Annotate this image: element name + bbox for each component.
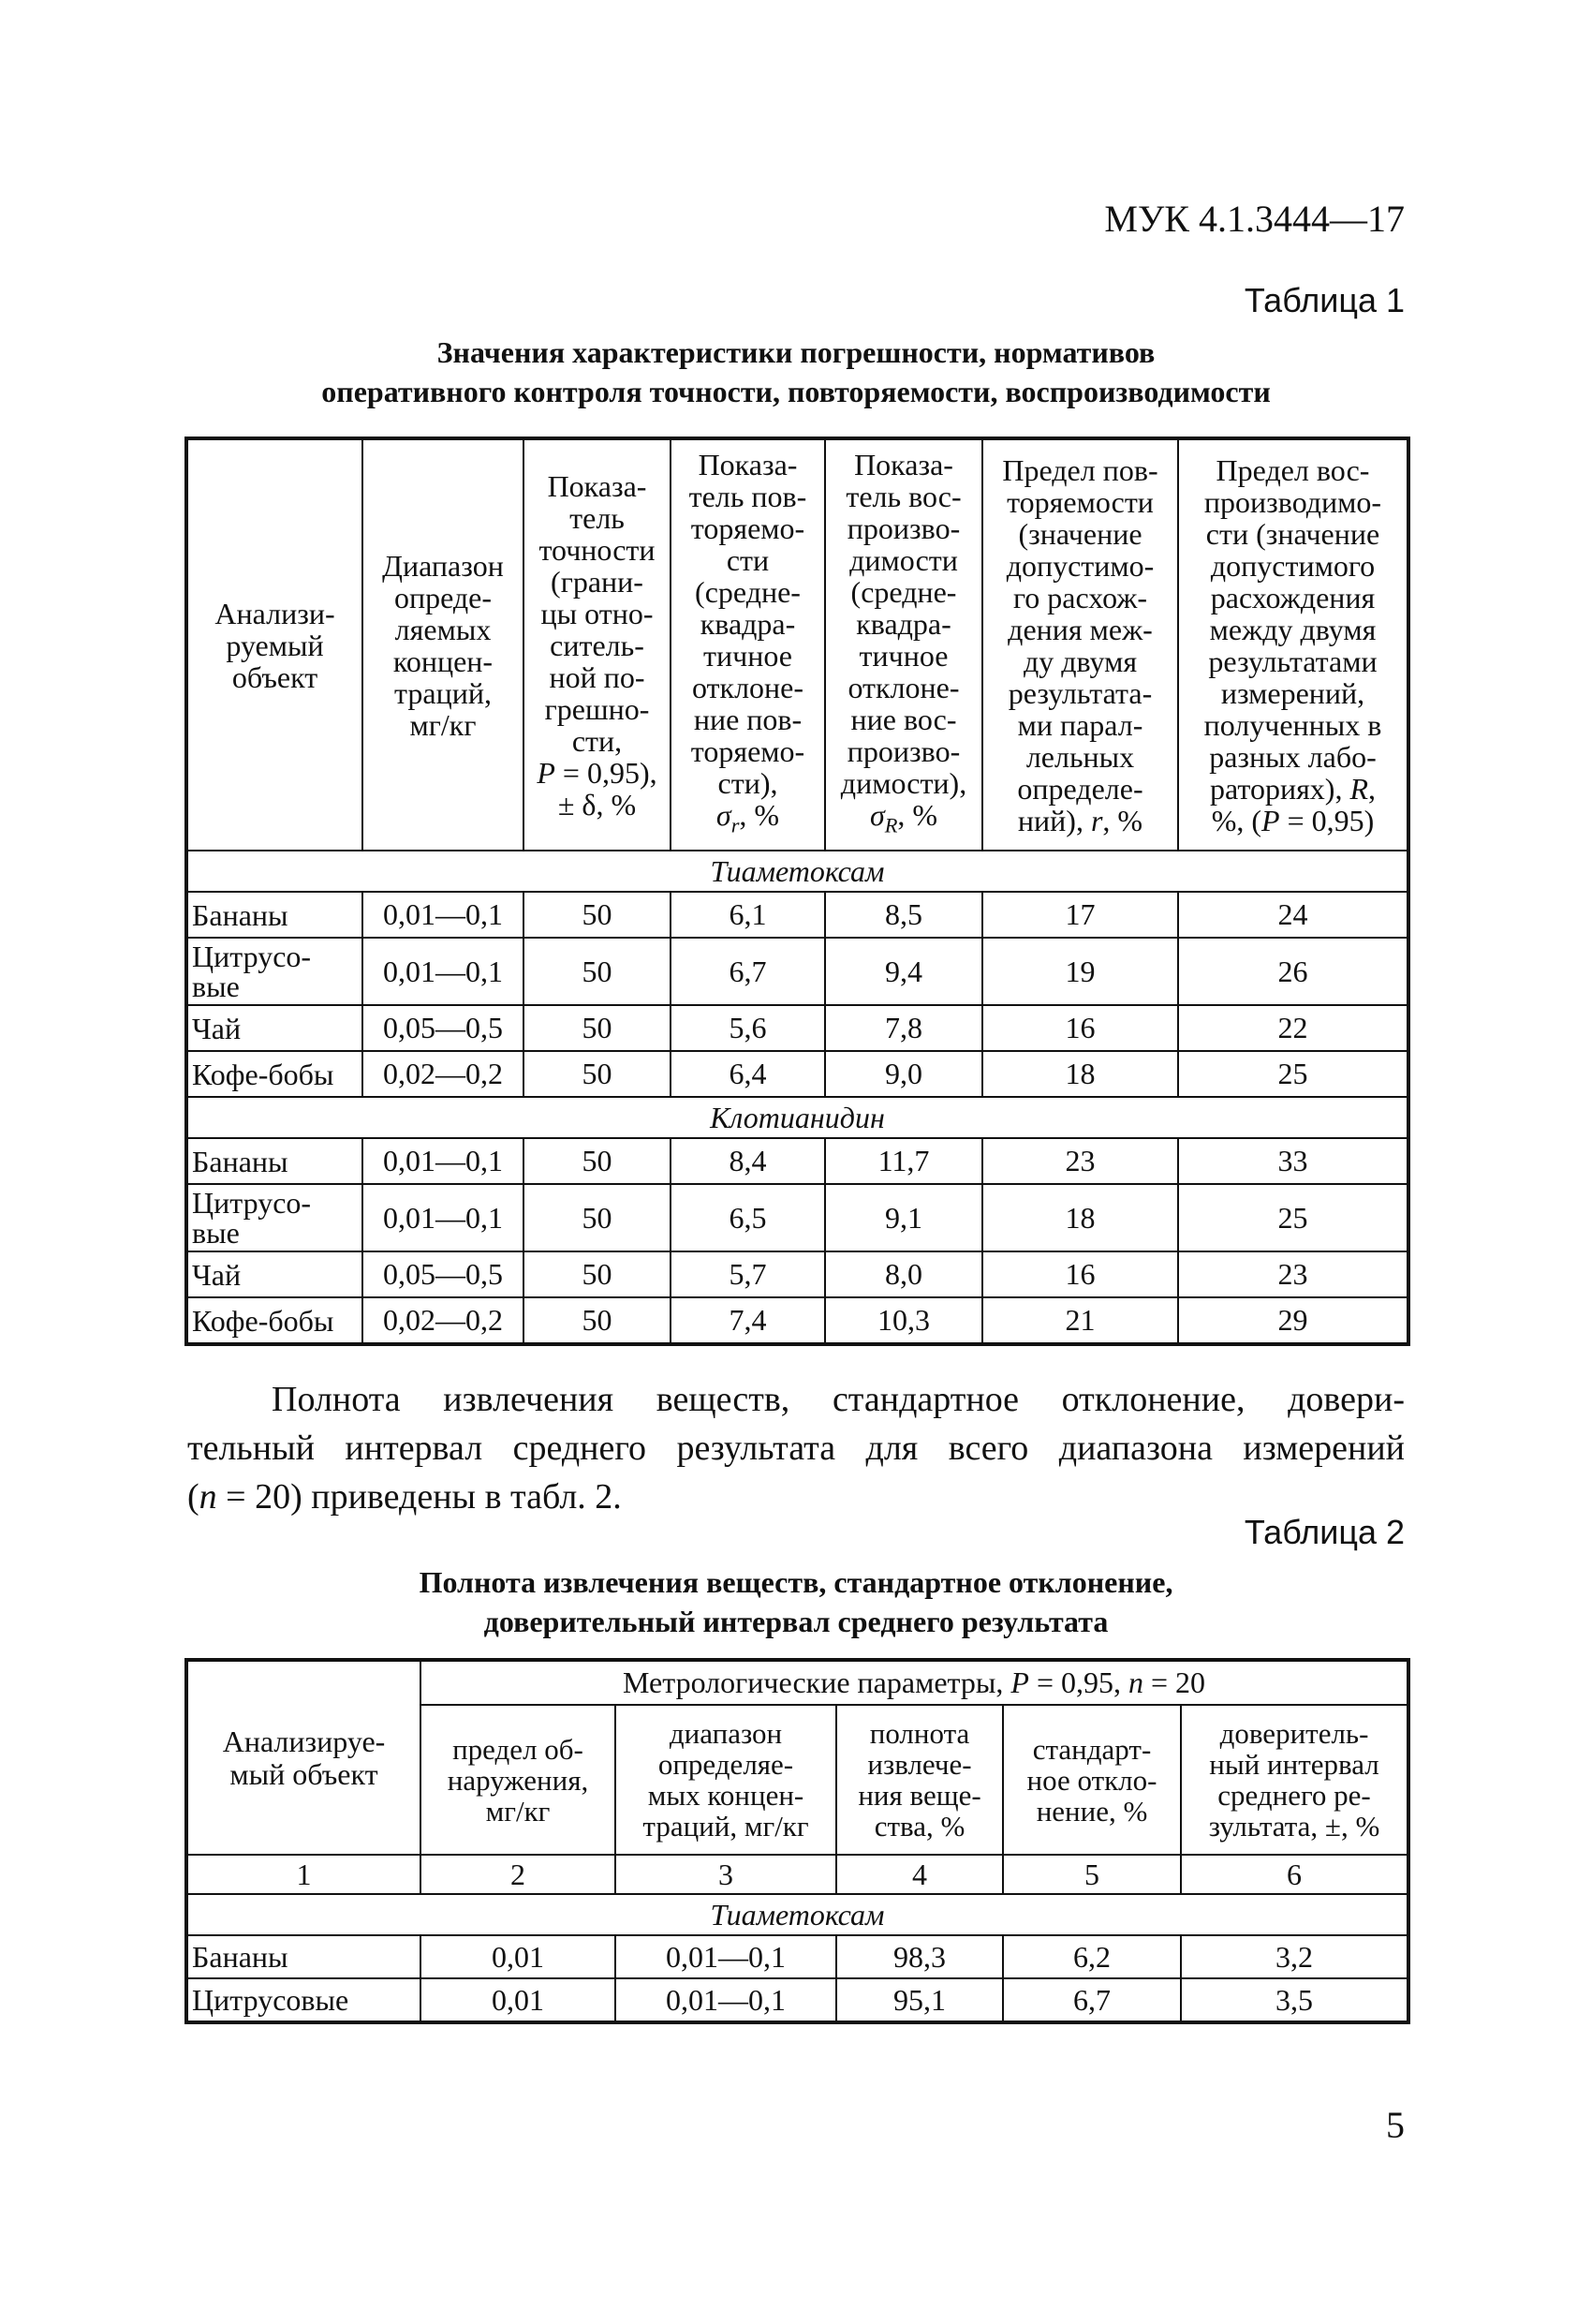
table2-header-cell: предел об- наружения, мг/кг (420, 1705, 615, 1855)
row-value-cell: 6,7 (671, 938, 825, 1005)
table1 (184, 437, 1410, 1346)
row-value-cell: 7,4 (671, 1297, 825, 1344)
row-value-cell: 95,1 (836, 1978, 1003, 2022)
row-value-cell: 10,3 (825, 1297, 982, 1344)
table2-body (186, 1935, 1408, 2022)
table1-section (186, 1097, 1408, 1344)
table-row (186, 892, 1408, 938)
row-value-cell: 25 (1178, 1184, 1408, 1251)
table2-caption: Таблица 2 (1244, 1513, 1405, 1551)
row-object-cell: Кофе-бобы (186, 1051, 362, 1097)
table2-title (187, 1562, 1405, 1641)
row-value-cell: 9,0 (825, 1051, 982, 1097)
table-row (186, 1251, 1408, 1297)
row-value-cell: 50 (523, 1251, 671, 1297)
row-value-cell: 6,4 (671, 1051, 825, 1097)
row-value-cell: 9,4 (825, 938, 982, 1005)
table2-header-cell: диапазон определяе- мых концен- траций, мг/кг (615, 1705, 836, 1855)
table-row (186, 1184, 1408, 1251)
table1-header-cell: Предел пов- торяемости (значение допустимо- го расхож- дения меж- ду двумя результата- ми парал- лельных определе- ний), r, % (982, 438, 1178, 851)
column-number-cell: 6 (1181, 1855, 1408, 1894)
table-row (186, 1935, 1408, 1978)
row-value-cell: 50 (523, 1051, 671, 1097)
table1-header-cell: Предел вос- производимо- сти (значение допустимого расхождения между двумя результатами измерений, полученных в разных лабо- раториях), R, %, (P = 0,95) (1178, 438, 1408, 851)
table1-section (186, 851, 1408, 1097)
row-value-cell: 0,01—0,1 (362, 938, 523, 1005)
column-number-cell: 4 (836, 1855, 1003, 1894)
row-value-cell: 11,7 (825, 1138, 982, 1184)
row-value-cell: 8,0 (825, 1251, 982, 1297)
row-value-cell: 6,2 (1003, 1935, 1181, 1978)
row-value-cell: 16 (982, 1005, 1178, 1051)
row-value-cell: 19 (982, 938, 1178, 1005)
row-value-cell: 16 (982, 1251, 1178, 1297)
row-value-cell: 29 (1178, 1297, 1408, 1344)
paragraph-line: (n = 20) приведены в табл. 2. (187, 1477, 622, 1517)
paragraph-line: Полнота извлечения веществ, стандартное отклонение, довери- (272, 1380, 1405, 1419)
table2-header-cell: полнота извлече- ния веще- ства, % (836, 1705, 1003, 1855)
paragraph-line: тельный интервал среднего результата для всего диапазона измерений (187, 1428, 1405, 1468)
row-value-cell: 50 (523, 1184, 671, 1251)
table2-header-cell: стандарт- ное откло- нение, % (1003, 1705, 1181, 1855)
table1-header-cell: Показа- тель пов- торяемо- сти (средне- квадра- тичное отклоне- ние пов- торяемо- сти), $\sigma_r$, % (671, 438, 825, 851)
row-value-cell: 0,01—0,1 (362, 892, 523, 938)
page-number: 5 (1386, 2104, 1405, 2146)
row-value-cell: 0,05—0,5 (362, 1005, 523, 1051)
row-object-cell: Чай (186, 1251, 362, 1297)
table-row (186, 938, 1408, 1005)
row-object-cell: Бананы (186, 1138, 362, 1184)
row-value-cell: 9,1 (825, 1184, 982, 1251)
row-value-cell: 24 (1178, 892, 1408, 938)
table-row (186, 1978, 1408, 2022)
table1-title-line2: оперативного контроля точности, повторяемости, воспроизводимости (321, 375, 1271, 408)
row-value-cell: 6,7 (1003, 1978, 1181, 2022)
body-paragraph (187, 1375, 1405, 1521)
row-value-cell: 23 (1178, 1251, 1408, 1297)
column-number-cell: 1 (186, 1855, 420, 1894)
column-number-cell: 2 (420, 1855, 615, 1894)
row-object-cell: Кофе-бобы (186, 1297, 362, 1344)
table1-header-cell: Показа- тель точности (грани- цы отно- ситель- ной по- грешно- сти, P = 0,95), ± δ, % (523, 438, 671, 851)
row-value-cell: 0,01—0,1 (362, 1138, 523, 1184)
row-value-cell: 50 (523, 1297, 671, 1344)
row-value-cell: 98,3 (836, 1935, 1003, 1978)
row-value-cell: 8,4 (671, 1138, 825, 1184)
row-value-cell: 50 (523, 938, 671, 1005)
row-value-cell: 6,5 (671, 1184, 825, 1251)
row-value-cell: 8,5 (825, 892, 982, 938)
table-row (186, 1138, 1408, 1184)
row-value-cell: 33 (1178, 1138, 1408, 1184)
table1-section-title: Тиаметоксам (186, 851, 1408, 892)
row-value-cell: 6,1 (671, 892, 825, 938)
row-object-cell: Бананы (186, 892, 362, 938)
row-value-cell: 50 (523, 1005, 671, 1051)
row-value-cell: 7,8 (825, 1005, 982, 1051)
table1-header-cell: Анализи- руемый объект (186, 438, 362, 851)
row-value-cell: 21 (982, 1297, 1178, 1344)
row-value-cell: 50 (523, 892, 671, 938)
row-value-cell: 0,01 (420, 1978, 615, 2022)
table2-section-title: Тиаметоксам (186, 1894, 1408, 1935)
row-value-cell: 0,01—0,1 (362, 1184, 523, 1251)
row-object-cell: Бананы (186, 1935, 420, 1978)
row-value-cell: 50 (523, 1138, 671, 1184)
row-value-cell: 0,05—0,5 (362, 1251, 523, 1297)
row-object-cell: Цитрусовые (186, 1978, 420, 2022)
table1-header-cell: Диапазон опреде- ляемых концен- траций, мг/кг (362, 438, 523, 851)
row-object-cell: Цитрусо- вые (186, 1184, 362, 1251)
table2-object-header: Анализируе- мый объект (186, 1660, 420, 1855)
column-number-cell: 5 (1003, 1855, 1181, 1894)
row-value-cell: 3,5 (1181, 1978, 1408, 2022)
row-value-cell: 0,01—0,1 (615, 1978, 836, 2022)
row-value-cell: 0,01—0,1 (615, 1935, 836, 1978)
table2-title-line2: доверительный интервал среднего результата (483, 1605, 1109, 1638)
row-value-cell: 23 (982, 1138, 1178, 1184)
row-value-cell: 5,6 (671, 1005, 825, 1051)
document-code: МУК 4.1.3444—17 (1104, 198, 1405, 240)
row-value-cell: 22 (1178, 1005, 1408, 1051)
row-value-cell: 0,02—0,2 (362, 1297, 523, 1344)
table-row (186, 1051, 1408, 1097)
table-row (186, 1297, 1408, 1344)
row-value-cell: 0,02—0,2 (362, 1051, 523, 1097)
row-object-cell: Цитрусо- вые (186, 938, 362, 1005)
table1-title-line1: Значения характеристики погрешности, нормативов (436, 335, 1156, 369)
table2-number-row (186, 1855, 1408, 1894)
row-value-cell: 18 (982, 1184, 1178, 1251)
column-number-cell: 3 (615, 1855, 836, 1894)
row-value-cell: 26 (1178, 938, 1408, 1005)
table2 (184, 1658, 1410, 2024)
row-value-cell: 0,01 (420, 1935, 615, 1978)
row-value-cell: 18 (982, 1051, 1178, 1097)
table2-header-cell: доверитель- ный интервал среднего ре- зультата, ±, % (1181, 1705, 1408, 1855)
table-row (186, 1005, 1408, 1051)
row-value-cell: 3,2 (1181, 1935, 1408, 1978)
table1-section-title: Клотианидин (186, 1097, 1408, 1138)
table1-header-cell: Показа- тель вос- произво- димости (средне- квадра- тичное отклоне- ние вос- произво- димости), $\sigma_R$, % (825, 438, 982, 851)
row-object-cell: Чай (186, 1005, 362, 1051)
table2-title-line1: Полнота извлечения веществ, стандартное отклонение, (419, 1565, 1173, 1599)
table1-caption: Таблица 1 (1244, 281, 1405, 319)
table1-title (187, 333, 1405, 411)
table2-group-header: Метрологические параметры, P = 0,95, n = 20 (420, 1660, 1408, 1705)
row-value-cell: 25 (1178, 1051, 1408, 1097)
row-value-cell: 17 (982, 892, 1178, 938)
row-value-cell: 5,7 (671, 1251, 825, 1297)
